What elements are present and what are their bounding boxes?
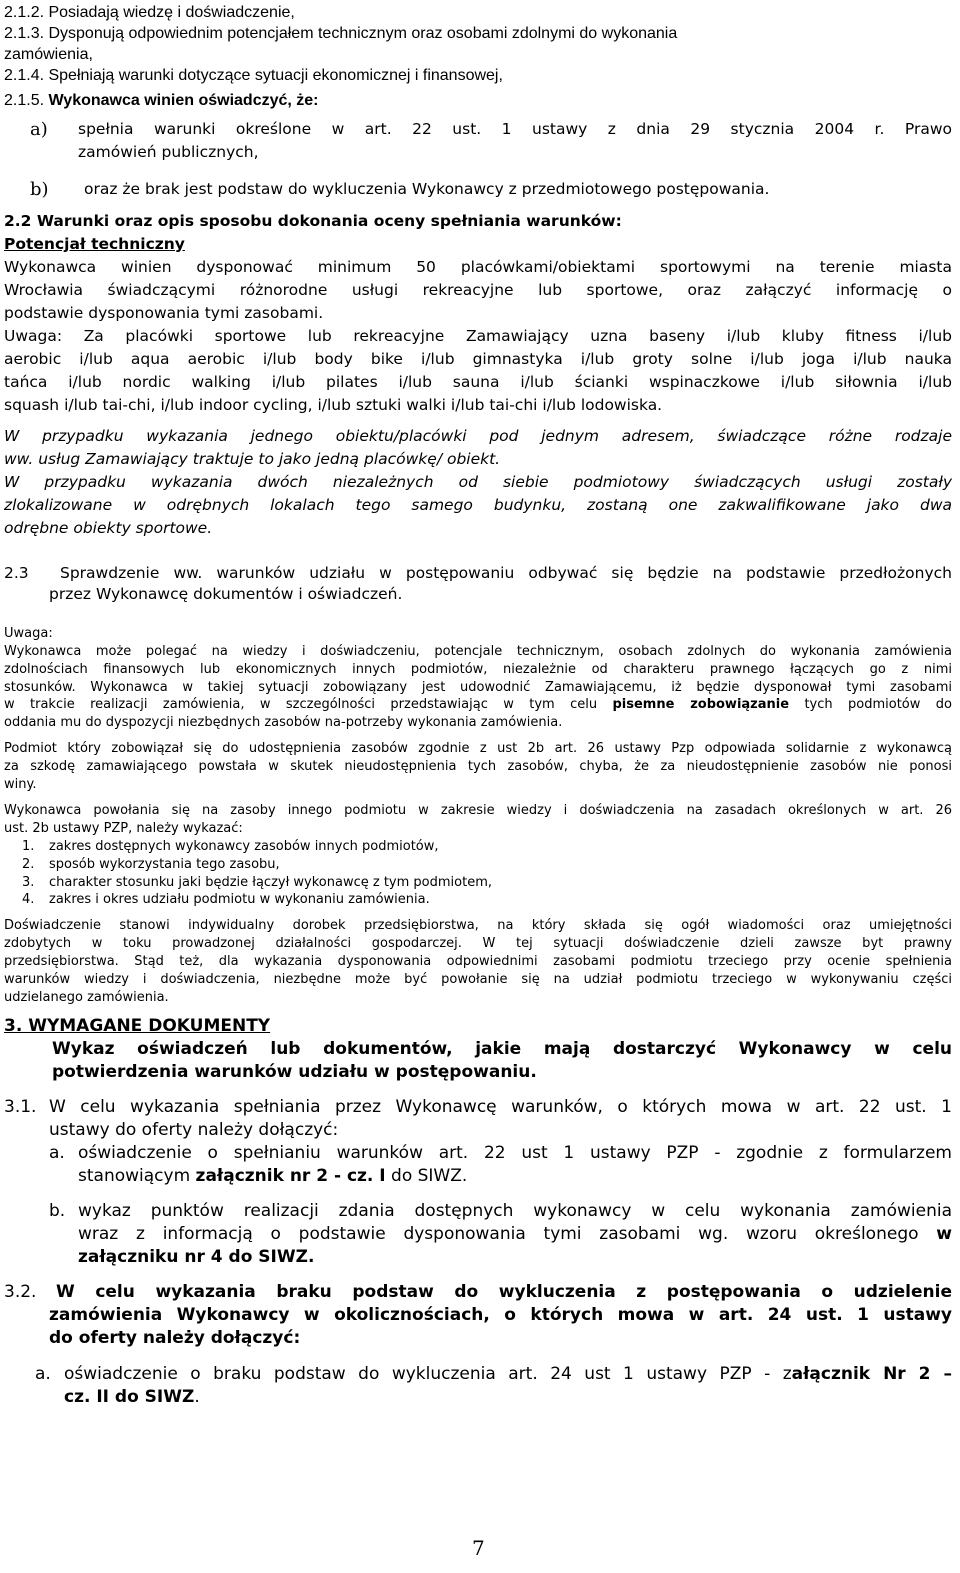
note-p2-line-2: za szkodę zamawiającego powstała w skutek nieudostępnienia tych zasobów, chyba, że za nieudostępnienie zasobów nie ponosi [4,759,952,774]
intro-line-212: 2.1.2. Posiadają wiedzę i doświadczenie, [4,4,295,21]
note-p3-line-1: Wykonawca powołania się na zasoby innego podmiotu w zakresie wiedzy i doświadczenia na zasadach określonych w art. 26 [4,803,952,818]
note-p1-line-4 [4,697,952,712]
section-32-a-line-2 [64,1387,200,1407]
list-b-line-1: oraz że brak jest podstaw do wykluczenia Wykonawcy z przedmiotowego postępowania. [84,180,770,198]
section-23-line-2: przez Wykonawcę dokumentów i oświadczeń. [49,585,403,603]
section-22-heading: 2.2 Warunki oraz opis sposobu dokonania oceny spełniania warunków: [4,212,622,230]
section-32-a-marker: a. [35,1364,51,1384]
section-22-p1-line-3: podstawie dysponowania tymi zasobami. [4,304,324,322]
note-p1-line-4-pre: w trakcie realizacji zamówienia, w szczególności przedstawiając w tym celu [4,697,598,712]
note-item-2 [22,857,280,872]
note-p4-line-1: Doświadczenie stanowi indywidualny dorobek przedsiębiorstwa, na który składa się ogół wiadomości oraz umiejętności [4,918,952,933]
note-item-4-number: 4. [22,892,35,907]
section-22-p3-line-2: ww. usług Zamawiający traktuje to jako jedną placówkę/ obiekt. [4,450,501,468]
section-23-line-1: Sprawdzenie ww. warunków udziału w postępowaniu odbywać się będzie na podstawie przedłożonych [60,564,952,582]
list-marker-a: a) [30,119,48,140]
note-p2-line-1: Podmiot który zobowiązał się do udostępnienia zasobów zgodnie z ust 2b art. 26 ustawy Pzp odpowiada solidarnie z wykonawcą [4,741,952,756]
note-p4-line-3: przedsiębiorstwa. Stąd też, dla wykazania dysponowania odpowiednimi zasobami podmiotu trzeciego przy ocenie spełnienia [4,954,952,969]
section-32-a-line-1 [64,1364,952,1384]
section-32-a-line-1-pre: oświadczenie o braku podstaw do wykluczenia art. 24 ust 1 ustawy PZP - z [64,1364,792,1384]
note-item-1-number: 1. [22,839,35,854]
note-p1-line-2: zdolnościach finansowych lub ekonomicznych innych podmiotów, niezależnie od charakteru prawnego łączących go z nimi [4,662,952,677]
note-item-3-number: 3. [22,875,35,890]
section-31-line-2: ustawy do oferty należy dołączyć: [49,1120,339,1140]
section-31-a-line-1: oświadczenie o spełnianiu warunków art. 22 ust 1 ustawy PZP - zgodnie z formularzem [78,1143,952,1163]
note-p1-line-1: Wykonawca może polegać na wiedzy i doświadczeniu, potencjale technicznym, osobach zdolnych do wykonania zamówienia [4,644,952,659]
note-p4-line-2: zdobytych w toku prowadzonej działalności gospodarczej. W tej sytuacji doświadczenie dzieli zawsze byt prawny [4,936,952,951]
intro-215-bold: Wykonawca winien oświadczyć, że: [48,92,319,109]
note-item-1 [22,839,439,854]
section-31-a-line-2-post: do SIWZ. [391,1166,468,1186]
section-31-b-line-1: wykaz punktów realizacji zdania dostępnych wykonawcy w celu wykonania zamówienia [78,1201,952,1221]
note-p1-line-5: oddania mu do dyspozycji niezbędnych zasobów na-potrzeby wykonania zamówienia. [4,715,563,730]
section-32-line-3: do oferty należy dołączyć: [49,1328,301,1348]
note-item-3-text: charakter stosunku jaki będzie łączył wykonawcę z tym podmiotem, [49,875,492,890]
section-31-a-line-2-pre: stanowiącym [78,1166,191,1186]
section-22-p1-line-1: Wykonawca winien dysponować minimum 50 placówkami/obiektami sportowymi na terenie miasta [4,258,952,276]
intro-215-number: 2.1.5. [4,92,45,109]
intro-line-215 [4,92,319,110]
section-31-number: 3.1. [4,1097,37,1117]
note-item-4 [22,892,430,907]
intro-line-214: 2.1.4. Spełniają warunki dotyczące sytuacji ekonomicznej i finansowej, [4,67,503,84]
note-label: Uwaga: [4,626,53,641]
section-23-number: 2.3 [4,564,29,582]
section-22-p4-line-1: W przypadku wykazania dwóch niezależnych od siebie podmiotowy świadczących usługi zostały [4,473,952,491]
section-32-a-line-1-bold: ałącznik Nr 2 – [791,1364,952,1384]
section-31-a-line-2-bold: załącznik nr 2 - cz. I [195,1166,386,1186]
note-p2-line-3: winy. [4,777,37,792]
section-31-line-1: W celu wykazania spełniania przez Wykonawcę warunków, o których mowa w art. 22 ust. 1 [49,1097,952,1117]
list-a-line-2: zamówień publicznych, [78,143,259,161]
note-p4-line-4: warunków wiedzy i doświadczenia, niezbędne może być powołanie się na udział podmiotu trzeciego w wykonywaniu części [4,972,952,987]
section-32-number: 3.2. [4,1282,37,1302]
section-22-p4-line-3: odrębne obiekty sportowe. [4,519,213,537]
section-32-a-line-2-bold: cz. II do SIWZ [64,1387,195,1407]
intro-line-213: 2.1.3. Dysponują odpowiednim potencjałem technicznym oraz osobami zdolnymi do wykonania [4,25,678,42]
section-31-b-line-2-pre: wraz z informacją o podstawie dysponowania tymi zasobami wg. wzoru określonego [78,1224,919,1244]
note-p1-line-3: stosunków. Wykonawca w takiej sytuacji zobowiązany jest udowodnić Zamawiającemu, iż będzie dysponował tymi zasobami [4,680,952,695]
note-p4-line-5: udzielanego zamówienia. [4,990,169,1005]
note-item-2-number: 2. [22,857,35,872]
page-number: 7 [472,1536,485,1560]
section-32-line-2: zamówienia Wykonawcy w okolicznościach, o których mowa w art. 24 ust. 1 ustawy [49,1305,952,1325]
section-31-a-marker: a. [49,1143,65,1163]
section-22-p2-line-4: squash i/lub tai-chi, i/lub indoor cycling, i/lub sztuki walki i/lub tai-chi i/lub lodowiska. [4,396,663,414]
section-31-b-line-2 [78,1224,952,1244]
note-item-4-text: zakres i okres udziału podmiotu w wykonaniu zamówienia. [49,892,430,907]
section-22-p3-line-1: W przypadku wykazania jednego obiektu/placówki pod jednym adresem, świadczące różne rodzaje [4,427,952,445]
list-a-line-1: spełnia warunki określone w art. 22 ust. 1 ustawy z dnia 29 stycznia 2004 r. Prawo [78,120,952,138]
note-item-1-text: zakres dostępnych wykonawcy zasobów innych podmiotów, [49,839,439,854]
section-22-p2-line-3: tańca i/lub nordic walking i/lub pilates i/lub sauna i/lub ścianki wspinaczkowe i/lub siłownia i/lub [4,373,952,391]
section-31-a-line-2 [78,1166,467,1186]
section-32-line-1: W celu wykazania braku podstaw do wykluczenia z postępowania o udzielenie [56,1282,952,1302]
note-item-3 [22,875,492,890]
note-p3-line-2: ust. 2b ustawy PZP, należy wykazać: [4,821,243,836]
note-item-2-text: sposób wykorzystania tego zasobu, [49,857,280,872]
section-22-p4-line-2: zlokalizowane w odrębnych lokalach tego samego budynku, zostaną one zakwalifikowane jako dwa [4,496,952,514]
list-marker-b: b) [30,179,49,200]
section-3-heading: 3. WYMAGANE DOKUMENTY [4,1016,271,1036]
note-p1-line-4-bold: pisemne zobowiązanie [612,697,790,712]
section-22-p2-line-1: Uwaga: Za placówki sportowe lub rekreacyjne Zamawiający uzna baseny i/lub kluby fitness i/lub [4,327,952,345]
section-31-b-marker: b. [49,1201,66,1221]
section-32-a-line-2-post: . [194,1387,200,1407]
section-3-sub-line-1: Wykaz oświadczeń lub dokumentów, jakie mają dostarczyć Wykonawcy w celu [52,1039,952,1059]
section-31-b-line-3: załączniku nr 4 do SIWZ. [78,1247,315,1267]
section-22-subheading: Potencjał techniczny [4,235,185,253]
section-31-b-line-2-bold: w [936,1224,953,1244]
section-22-p2-line-2: aerobic i/lub aqua aerobic i/lub body bike i/lub gimnastyka i/lub groty solne i/lub joga i/lub nauka [4,350,952,368]
section-3-sub-line-2: potwierdzenia warunków udziału w postępowaniu. [52,1062,537,1082]
intro-line-213-cont: zamówienia, [4,46,93,63]
section-22-p1-line-2: Wrocławia świadczącymi różnorodne usługi rekreacyjne lub sportowe, oraz załączyć informację o [4,281,952,299]
note-p1-line-4-post: tych podmiotów do [804,697,952,712]
